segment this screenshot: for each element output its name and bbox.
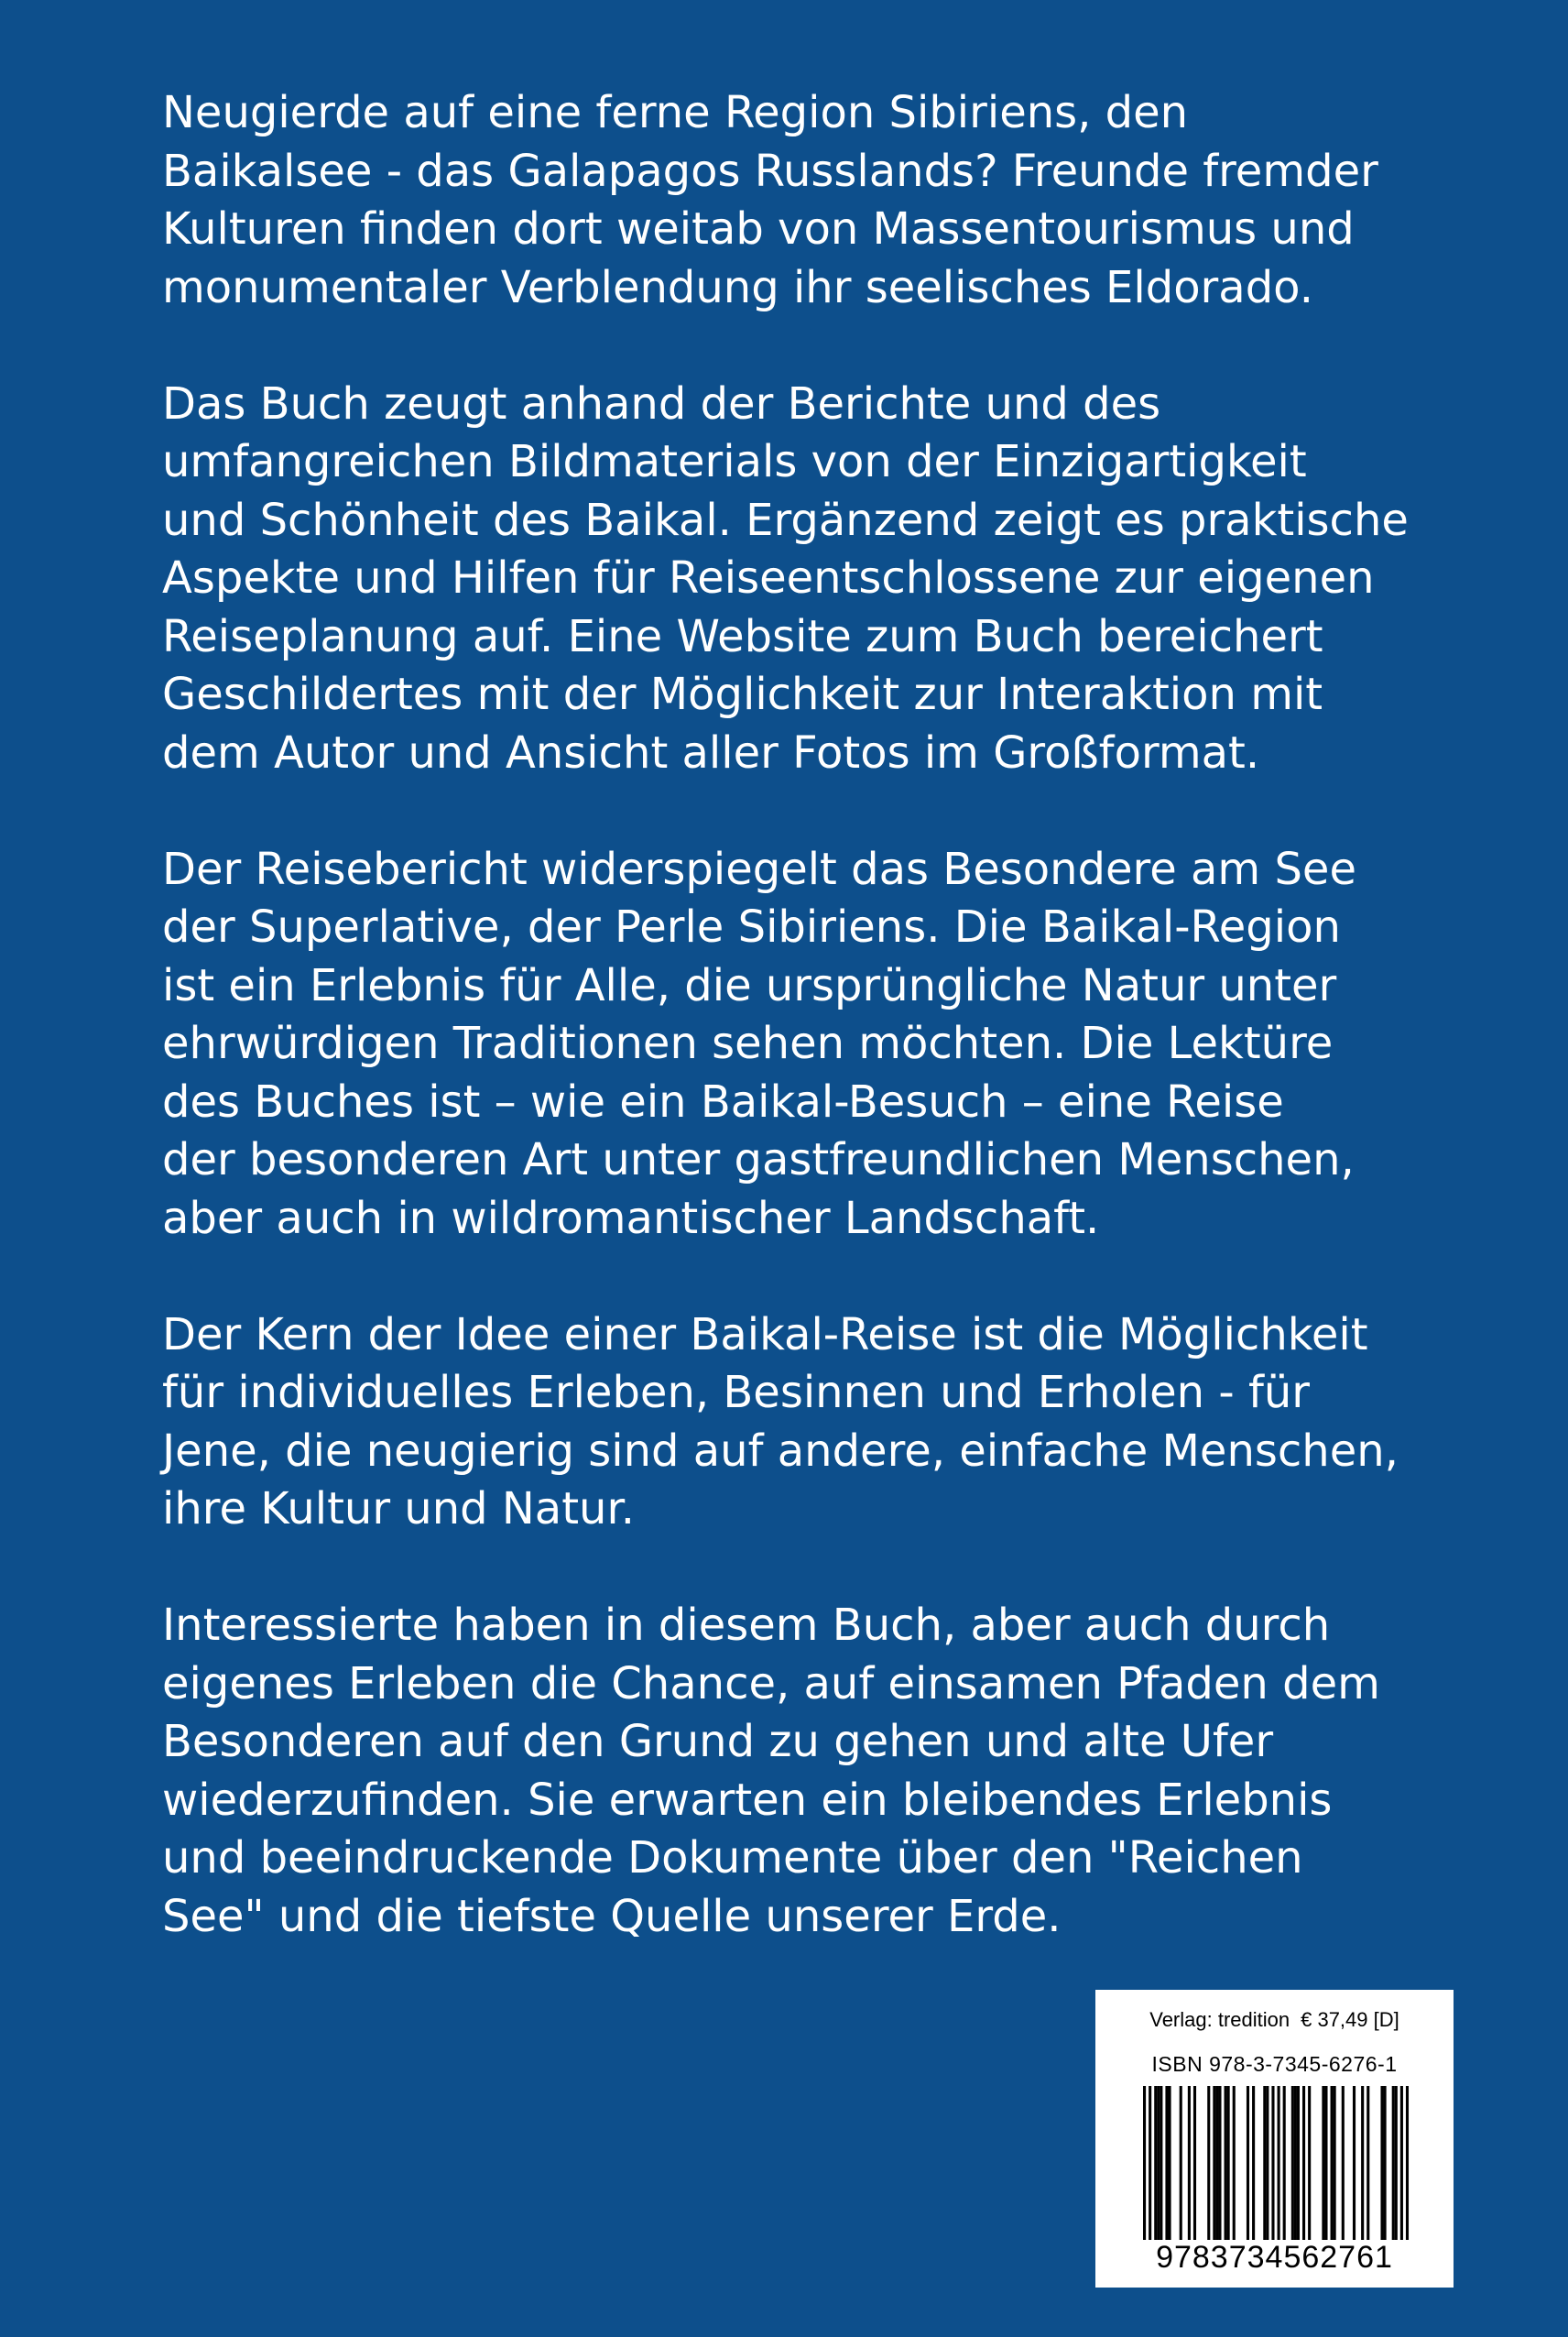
barcode-bar [1263,2086,1266,2240]
barcode-bar [1395,2086,1398,2240]
text-line: ist ein Erlebnis für Alle, die ursprüngliche Natur unter [162,959,1337,1011]
barcode-bar [1233,2086,1236,2240]
text-line: Jene, die neugierig sind auf andere, einfache Menschen, [162,1425,1399,1477]
text-line: der besonderen Art unter gastfreundlichen Menschen, [162,1134,1355,1185]
text-line: des Buches ist – wie ein Baikal-Besuch – eine Reise [162,1076,1284,1128]
publisher-price-line [1095,2008,1454,2032]
text-line: und beeindruckende Dokumente über den "Reichen [162,1832,1303,1884]
barcode-bar [1302,2086,1305,2240]
barcode-bar [1271,2086,1274,2240]
barcode-bar [1294,2086,1297,2240]
barcode-bar [1334,2086,1336,2240]
barcode-bar [1157,2086,1160,2240]
barcode-bar [1283,2086,1286,2240]
text-line: für individuelles Erleben, Besinnen und Erholen - für [162,1367,1310,1418]
barcode-bar [1367,2086,1369,2240]
text-line: dem Autor und Ansicht aller Fotos im Großformat. [162,726,1260,779]
text-line: ihre Kultur und Natur. [162,1483,636,1534]
barcode-bar [1225,2086,1227,2240]
text-line: monumentaler Verblendung ihr seelisches Eldorado. [162,261,1313,313]
isbn-label: ISBN 978-3-7345-6276-1 [1151,2052,1398,2076]
barcode-bar [1252,2086,1255,2240]
paragraph-2 [162,376,1444,783]
barcode-bar [1188,2086,1191,2240]
barcode-bar [1291,2086,1294,2240]
text-line: und Schönheit des Baikal. Ergänzend zeigt es praktische [162,494,1409,546]
text-line: Der Reisebericht widerspiegelt das Besondere am See [162,843,1356,895]
barcode-bar [1278,2086,1280,2240]
barcode-bar [1247,2086,1249,2240]
barcode-digits: 9783734562761 [1156,2240,1393,2275]
barcode-bar [1380,2086,1383,2240]
text-line: Geschildertes mit der Möglichkeit zur Interaktion mit [162,669,1323,720]
paragraph-4 [162,1306,1444,1539]
barcode-bar [1215,2086,1218,2240]
barcode-bar [1308,2086,1311,2240]
blurb-text [162,84,1444,2004]
barcode-bar [1361,2086,1364,2240]
barcode-bar [1297,2086,1300,2240]
barcode-bar [1213,2086,1215,2240]
barcode-bar [1322,2086,1324,2240]
text-line: der Superlative, der Perle Sibiriens. Die Baikal-Region [162,901,1341,953]
barcode-bar [1353,2086,1356,2240]
barcode-bar [1168,2086,1171,2240]
barcode-bar [1400,2086,1403,2240]
text-line: Aspekte und Hilfen für Reiseentschlossene zur eigenen [162,552,1375,604]
barcode-bar [1207,2086,1210,2240]
barcode-bars [1143,2086,1409,2240]
text-line: Der Kern der Idee einer Baikal-Reise ist die Möglichkeit [162,1308,1368,1360]
text-line: Baikalsee - das Galapagos Russlands? Freunde fremder [162,145,1378,197]
paragraph-3 [162,841,1444,1249]
price-label: € 37,49 [D] [1301,2008,1399,2031]
text-line: Kulturen finden dort weitab von Massentourismus und [162,203,1355,255]
text-line: Neugierde auf eine ferne Region Sibiriens, den [162,87,1189,138]
barcode-bar [1342,2086,1345,2240]
text-line: Besonderen auf den Grund zu gehen und alte Ufer [162,1716,1274,1767]
barcode-bar [1180,2086,1182,2240]
barcode-bar [1324,2086,1327,2240]
text-line: Das Buch zeugt anhand der Berichte und des [162,377,1161,430]
publisher-name: Verlag: tredition [1149,2008,1290,2031]
barcode-bar [1160,2086,1162,2240]
paragraph-5 [162,1597,1444,1946]
paragraph-1 [162,84,1444,317]
barcode-bar [1165,2086,1168,2240]
text-line: See" und die tiefste Quelle unserer Erde. [162,1890,1062,1942]
barcode-bar [1392,2086,1395,2240]
barcode-bar [1218,2086,1221,2240]
barcode-bar [1143,2086,1146,2240]
barcode-bar [1331,2086,1334,2240]
barcode-bar [1149,2086,1151,2240]
text-line: ehrwürdigen Traditionen sehen möchten. Die Lektüre [162,1018,1334,1069]
text-line: wiederzufinden. Sie erwarten ein bleibendes Erlebnis [162,1774,1333,1826]
text-line: aber auch in wildromantischer Landschaft. [162,1192,1100,1244]
text-line: Reiseplanung auf. Eine Website zum Buch bereichert [162,610,1323,662]
text-line: Interessierte haben in diesem Buch, aber auch durch [162,1600,1331,1651]
barcode-bar [1154,2086,1157,2240]
barcode-label [1095,1990,1454,2288]
text-line: eigenes Erleben die Chance, auf einsamen Pfaden dem [162,1657,1380,1709]
barcode-bar [1266,2086,1269,2240]
barcode-bar [1384,2086,1387,2240]
text-line: umfangreichen Bildmaterials von der Einzigartigkeit [162,436,1307,487]
barcode-bar [1227,2086,1230,2240]
barcode-bar [1193,2086,1196,2240]
barcode-bar [1406,2086,1409,2240]
